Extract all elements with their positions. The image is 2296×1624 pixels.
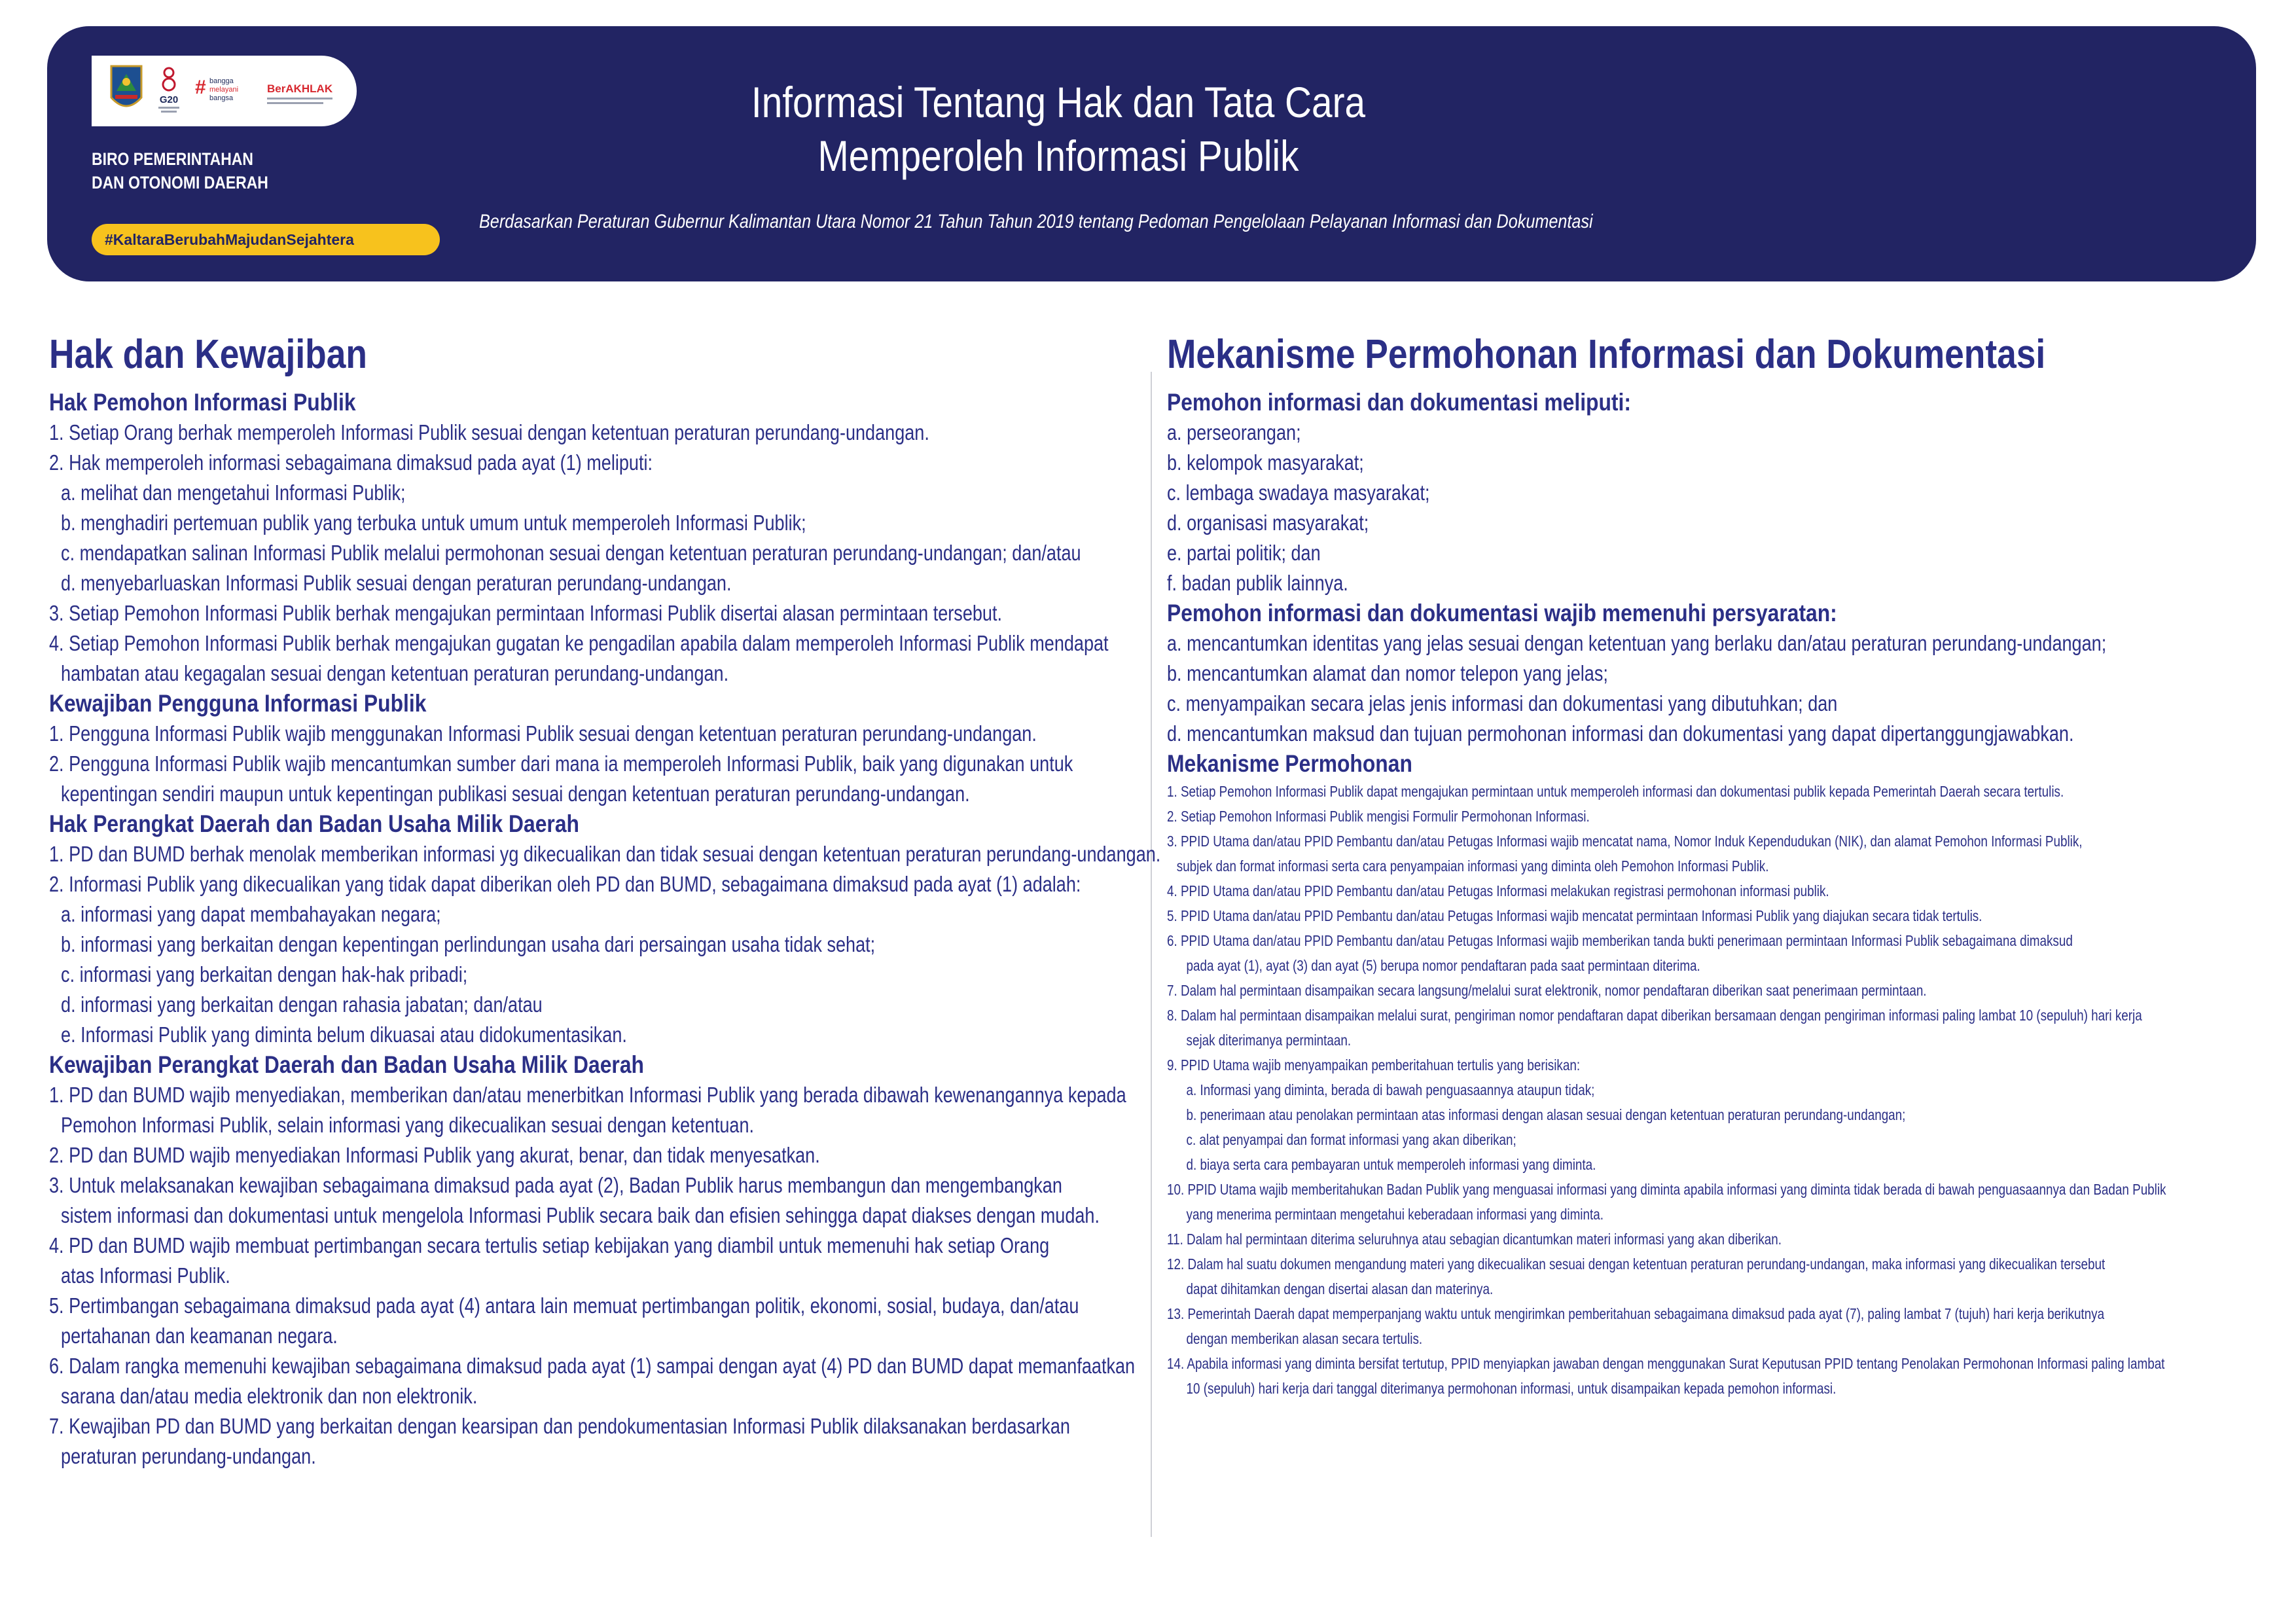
list-item: sistem informasi dan dokumentasi untuk mengelola Informasi Publik secara baik dan efisien sehingga dapat diakses dengan mudah. <box>61 1203 1100 1227</box>
list-item: d. informasi yang berkaitan dengan rahasia jabatan; dan/atau <box>61 992 543 1017</box>
subsection-title: Hak Perangkat Daerah dan Badan Usaha Milik Daerah <box>49 810 579 837</box>
list-item: sejak diterimanya permintaan. <box>1186 1032 1352 1049</box>
list-item: a. informasi yang dapat membahayakan negara; <box>61 902 441 926</box>
list-item: sarana dan/atau media elektronik dan non elektronik. <box>61 1384 478 1408</box>
list-item: a. melihat dan mengetahui Informasi Publik; <box>61 480 406 505</box>
subsection-title: Kewajiban Perangkat Daerah dan Badan Usaha Milik Daerah <box>49 1051 644 1078</box>
list-item: 2. Hak memperoleh informasi sebagaimana dimaksud pada ayat (1) meliputi: <box>49 450 653 475</box>
list-item: kepentingan sendiri maupun untuk kepentingan publikasi sesuai dengan ketentuan peraturan perundang-undangan. <box>61 782 970 806</box>
subsection-title: Pemohon informasi dan dokumentasi wajib memenuhi persyaratan: <box>1167 600 1837 626</box>
list-item: 11. Dalam hal permintaan diterima seluruhnya atau sebagian dicantumkan materi informasi yang akan diberikan. <box>1167 1231 1782 1248</box>
list-item: b. mencantumkan alamat dan nomor telepon yang jelas; <box>1167 661 1608 685</box>
berakhlak-logo <box>264 73 343 112</box>
g20-logo-text: G20 <box>159 94 179 105</box>
list-item: b. informasi yang berkaitan dengan kepentingan perlindungan usaha dari persaingan usaha tidak sehat; <box>61 932 876 956</box>
list-item: d. menyebarluaskan Informasi Publik sesuai dengan peraturan perundang-undangan. <box>61 571 732 595</box>
bureau-name <box>92 147 268 194</box>
list-item: 10. PPID Utama wajib memberitahukan Badan Publik yang menguasai informasi yang diminta apabila informasi yang diminta tidak berada di bawah penguasaannya dan Badan Publik <box>1167 1181 2166 1198</box>
list-item: 7. Dalam hal permintaan disampaikan secara langsung/melalui surat elektronik, nomor pendaftaran diberikan saat penerimaan permintaan. <box>1167 982 1927 999</box>
list-item: 4. Setiap Pemohon Informasi Publik berhak mengajukan gugatan ke pengadilan apabila dalam memperoleh Informasi Publik mendapat <box>49 631 1109 655</box>
list-item: b. menghadiri pertemuan publik yang terbuka untuk umum untuk memperoleh Informasi Publik; <box>61 511 806 535</box>
subsection-title: Mekanisme Permohonan <box>1167 750 1412 777</box>
list-item: f. badan publik lainnya. <box>1167 571 1348 595</box>
bangga-melayani-bangsa-logo <box>194 69 259 115</box>
list-item: b. penerimaan atau penolakan permintaan atas informasi dengan alasan sesuai dengan ketentuan peraturan perundang-undangan; <box>1186 1106 1906 1123</box>
list-item: c. alat penyampai dan format informasi yang akan diberikan; <box>1186 1131 1516 1148</box>
list-item: 5. PPID Utama dan/atau PPID Pembantu dan/atau Petugas Informasi wajib mencatat permintaan Informasi Publik yang diajukan secara tidak tertulis. <box>1167 907 1982 924</box>
list-item: 6. Dalam rangka memenuhi kewajiban sebagaimana dimaksud pada ayat (1) sampai dengan ayat (4) PD dan BUMD dapat memanfaatkan <box>49 1354 1136 1378</box>
list-item: 10 (sepuluh) hari kerja dari tanggal diterimanya permohonan informasi, untuk disampaikan kepada pemohon informasi. <box>1186 1380 1837 1397</box>
list-item: pertahanan dan keamanan negara. <box>61 1324 338 1348</box>
list-item: atas Informasi Publik. <box>61 1263 230 1288</box>
list-item: 13. Pemerintah Daerah dapat memperpanjang waktu untuk mengirimkan pemberitahuan sebagaimana dimaksud pada ayat (7), paling lambat 7 (tujuh) hari kerja berikutnya <box>1167 1305 2105 1322</box>
subsection-title: Hak Pemohon Informasi Publik <box>49 389 356 416</box>
list-item: d. biaya serta cara pembayaran untuk memperoleh informasi yang diminta. <box>1186 1156 1596 1173</box>
list-item: 3. Untuk melaksanakan kewajiban sebagaimana dimaksud pada ayat (2), Badan Publik harus membangun dan mengembangkan <box>49 1173 1062 1197</box>
list-item: d. mencantumkan maksud dan tujuan permohonan informasi dan dokumentasi yang dapat dipertanggungjawabkan. <box>1167 721 2074 746</box>
list-item: 7. Kewajiban PD dan BUMD yang berkaitan dengan kearsipan dan pendokumentasian Informasi Publik dilaksanakan berdasarkan <box>49 1414 1070 1438</box>
list-item: Pemohon Informasi Publik, selain informasi yang dikecualikan sesuai dengan ketentuan. <box>61 1113 755 1137</box>
list-item: pada ayat (1), ayat (3) dan ayat (5) berupa nomor pendaftaran pada saat permintaan diterima. <box>1186 957 1700 974</box>
page-title <box>538 75 1579 183</box>
list-item: yang menerima permintaan mengetahui keberadaan informasi yang diminta. <box>1186 1206 1604 1223</box>
section-title-mekanisme: Mekanisme Permohonan Informasi dan Dokumentasi <box>1167 332 2046 377</box>
list-item: 1. Setiap Pemohon Informasi Publik dapat mengajukan permintaan untuk memperoleh informasi dan dokumentasi publik kepada Pemerintah Daerah secara tertulis. <box>1167 783 2064 800</box>
list-item: c. mendapatkan salinan Informasi Publik melalui permohonan sesuai dengan ketentuan peraturan perundang-undangan; dan/atau <box>61 541 1081 565</box>
bureau-line-2: DAN OTONOMI DAERAH <box>92 173 268 192</box>
list-item: a. mencantumkan identitas yang jelas sesuai dengan ketentuan yang berlaku dan/atau peraturan perundang-undangan; <box>1167 631 2107 655</box>
list-item: 3. PPID Utama dan/atau PPID Pembantu dan/atau Petugas Informasi wajib mencatat nama, Nomor Induk Kependudukan (NIK), dan alamat Pemohon Informasi Publik, <box>1167 833 2083 850</box>
list-item: a. perseorangan; <box>1167 420 1301 444</box>
list-item: 5. Pertimbangan sebagaimana dimaksud pada ayat (4) antara lain memuat pertimbangan politik, ekonomi, sosial, budaya, dan/atau <box>49 1293 1079 1318</box>
subsection-title: Kewajiban Pengguna Informasi Publik <box>49 690 427 717</box>
list-item: dengan memberikan alasan secara tertulis. <box>1186 1330 1423 1347</box>
list-item: 1. Pengguna Informasi Publik wajib menggunakan Informasi Publik sesuai dengan ketentuan peraturan perundang-undangan. <box>49 721 1037 746</box>
list-item: 2. Setiap Pemohon Informasi Publik mengisi Formulir Permohonan Informasi. <box>1167 808 1590 825</box>
g20-logo <box>154 65 183 118</box>
subsection-title: Pemohon informasi dan dokumentasi meliputi: <box>1167 389 1631 416</box>
list-item: 8. Dalam hal permintaan disampaikan melalui surat, pengiriman nomor pendaftaran dapat diberikan bersamaan dengan pengiriman informasi paling lambat 10 (sepuluh) hari kerja <box>1167 1007 2142 1024</box>
berakhlak-logo-text: BerAKHLAK <box>267 82 333 95</box>
list-item: d. organisasi masyarakat; <box>1167 511 1369 535</box>
list-item: 1. PD dan BUMD wajib menyediakan, memberikan dan/atau menerbitkan Informasi Publik yang berada dibawah kewenangannya kepada <box>49 1083 1126 1107</box>
list-item: 2. PD dan BUMD wajib menyediakan Informasi Publik yang akurat, benar, dan tidak menyesatkan. <box>49 1143 820 1167</box>
list-item: 2. Pengguna Informasi Publik wajib mencantumkan sumber dari mana ia memperoleh Informasi Publik, baik yang digunakan untuk <box>49 751 1073 776</box>
page-subtitle: Berdasarkan Peraturan Gubernur Kalimantan Utara Nomor 21 Tahun Tahun 2019 tentang Pedoman Pengelolaan Pelayanan Informasi dan Dokumentasi <box>479 211 1593 232</box>
header-banner <box>47 26 2256 281</box>
section-title-hak-kewajiban: Hak dan Kewajiban <box>49 332 367 377</box>
list-item: e. partai politik; dan <box>1167 541 1321 565</box>
left-column <box>49 327 1162 1471</box>
svg-text:melayani: melayani <box>209 86 239 94</box>
list-item: 3. Setiap Pemohon Informasi Publik berhak mengajukan permintaan Informasi Publik disertai alasan permintaan tersebut. <box>49 601 1003 625</box>
list-item: hambatan atau kegagalan sesuai dengan ketentuan peraturan perundang-undangan. <box>61 661 729 685</box>
list-item: 9. PPID Utama wajib menyampaikan pemberitahuan tertulis yang berisikan: <box>1167 1056 1581 1074</box>
logo-strip <box>92 56 357 126</box>
list-item: 6. PPID Utama dan/atau PPID Pembantu dan/atau Petugas Informasi wajib memberikan tanda bukti penerimaan permintaan Informasi Publik sebagaimana dimaksud <box>1167 932 2073 949</box>
list-item: c. lembaga swadaya masyarakat; <box>1167 480 1430 505</box>
hashtag-pill: #KaltaraBerubahMajudanSejahtera <box>92 224 440 255</box>
right-column <box>1167 327 2293 1401</box>
list-item: 4. PD dan BUMD wajib membuat pertimbangan secara tertulis setiap kebijakan yang diambil untuk memenuhi hak setiap Orang <box>49 1233 1050 1257</box>
list-item: c. menyampaikan secara jelas jenis informasi dan dokumentasi yang dibutuhkan; dan <box>1167 691 1838 715</box>
bureau-line-1: BIRO PEMERINTAHAN <box>92 149 253 169</box>
list-item: 12. Dalam hal suatu dokumen mengandung materi yang dikecualikan sesuai dengan ketentuan peraturan perundang-undangan, maka informasi yang dikecualikan tersebut <box>1167 1255 2106 1272</box>
list-item: e. Informasi Publik yang diminta belum dikuasai atau didokumentasikan. <box>61 1022 627 1047</box>
provincial-crest-logo <box>109 62 144 117</box>
list-item: c. informasi yang berkaitan dengan hak-hak pribadi; <box>61 962 468 986</box>
list-item: 14. Apabila informasi yang diminta bersifat tertutup, PPID menyiapkan jawaban dengan menggunakan Surat Keputusan PPID tentang Penolakan Permohonan Informasi paling lambat <box>1167 1355 2165 1372</box>
list-item: 1. PD dan BUMD berhak menolak memberikan informasi yg dikecualikan dan tidak sesuai dengan ketentuan peraturan perundang-undangan. <box>49 842 1161 866</box>
svg-text:bangsa: bangsa <box>209 94 234 102</box>
svg-text:#: # <box>195 77 206 98</box>
page-title-line-1: Informasi Tentang Hak dan Tata Cara <box>751 78 1366 126</box>
svg-text:bangga: bangga <box>209 77 234 85</box>
list-item: 2. Informasi Publik yang dikecualikan yang tidak dapat diberikan oleh PD dan BUMD, sebagaimana dimaksud pada ayat (1) adalah: <box>49 872 1081 896</box>
page-title-line-2: Memperoleh Informasi Publik <box>817 132 1299 180</box>
list-item: dapat dihitamkan dengan disertai alasan dan materinya. <box>1186 1280 1494 1297</box>
list-item: a. Informasi yang diminta, berada di bawah penguasaannya ataupun tidak; <box>1186 1081 1595 1098</box>
list-item: 4. PPID Utama dan/atau PPID Pembantu dan/atau Petugas Informasi melakukan registrasi permohonan informasi publik. <box>1167 882 1829 899</box>
list-item: b. kelompok masyarakat; <box>1167 450 1364 475</box>
list-item: peraturan perundang-undangan. <box>61 1444 316 1468</box>
list-item: 1. Setiap Orang berhak memperoleh Informasi Publik sesuai dengan ketentuan peraturan perundang-undangan. <box>49 420 929 444</box>
list-item: subjek dan format informasi serta cara penyampaian informasi yang diminta oleh Pemohon Informasi Publik. <box>1176 857 1769 875</box>
